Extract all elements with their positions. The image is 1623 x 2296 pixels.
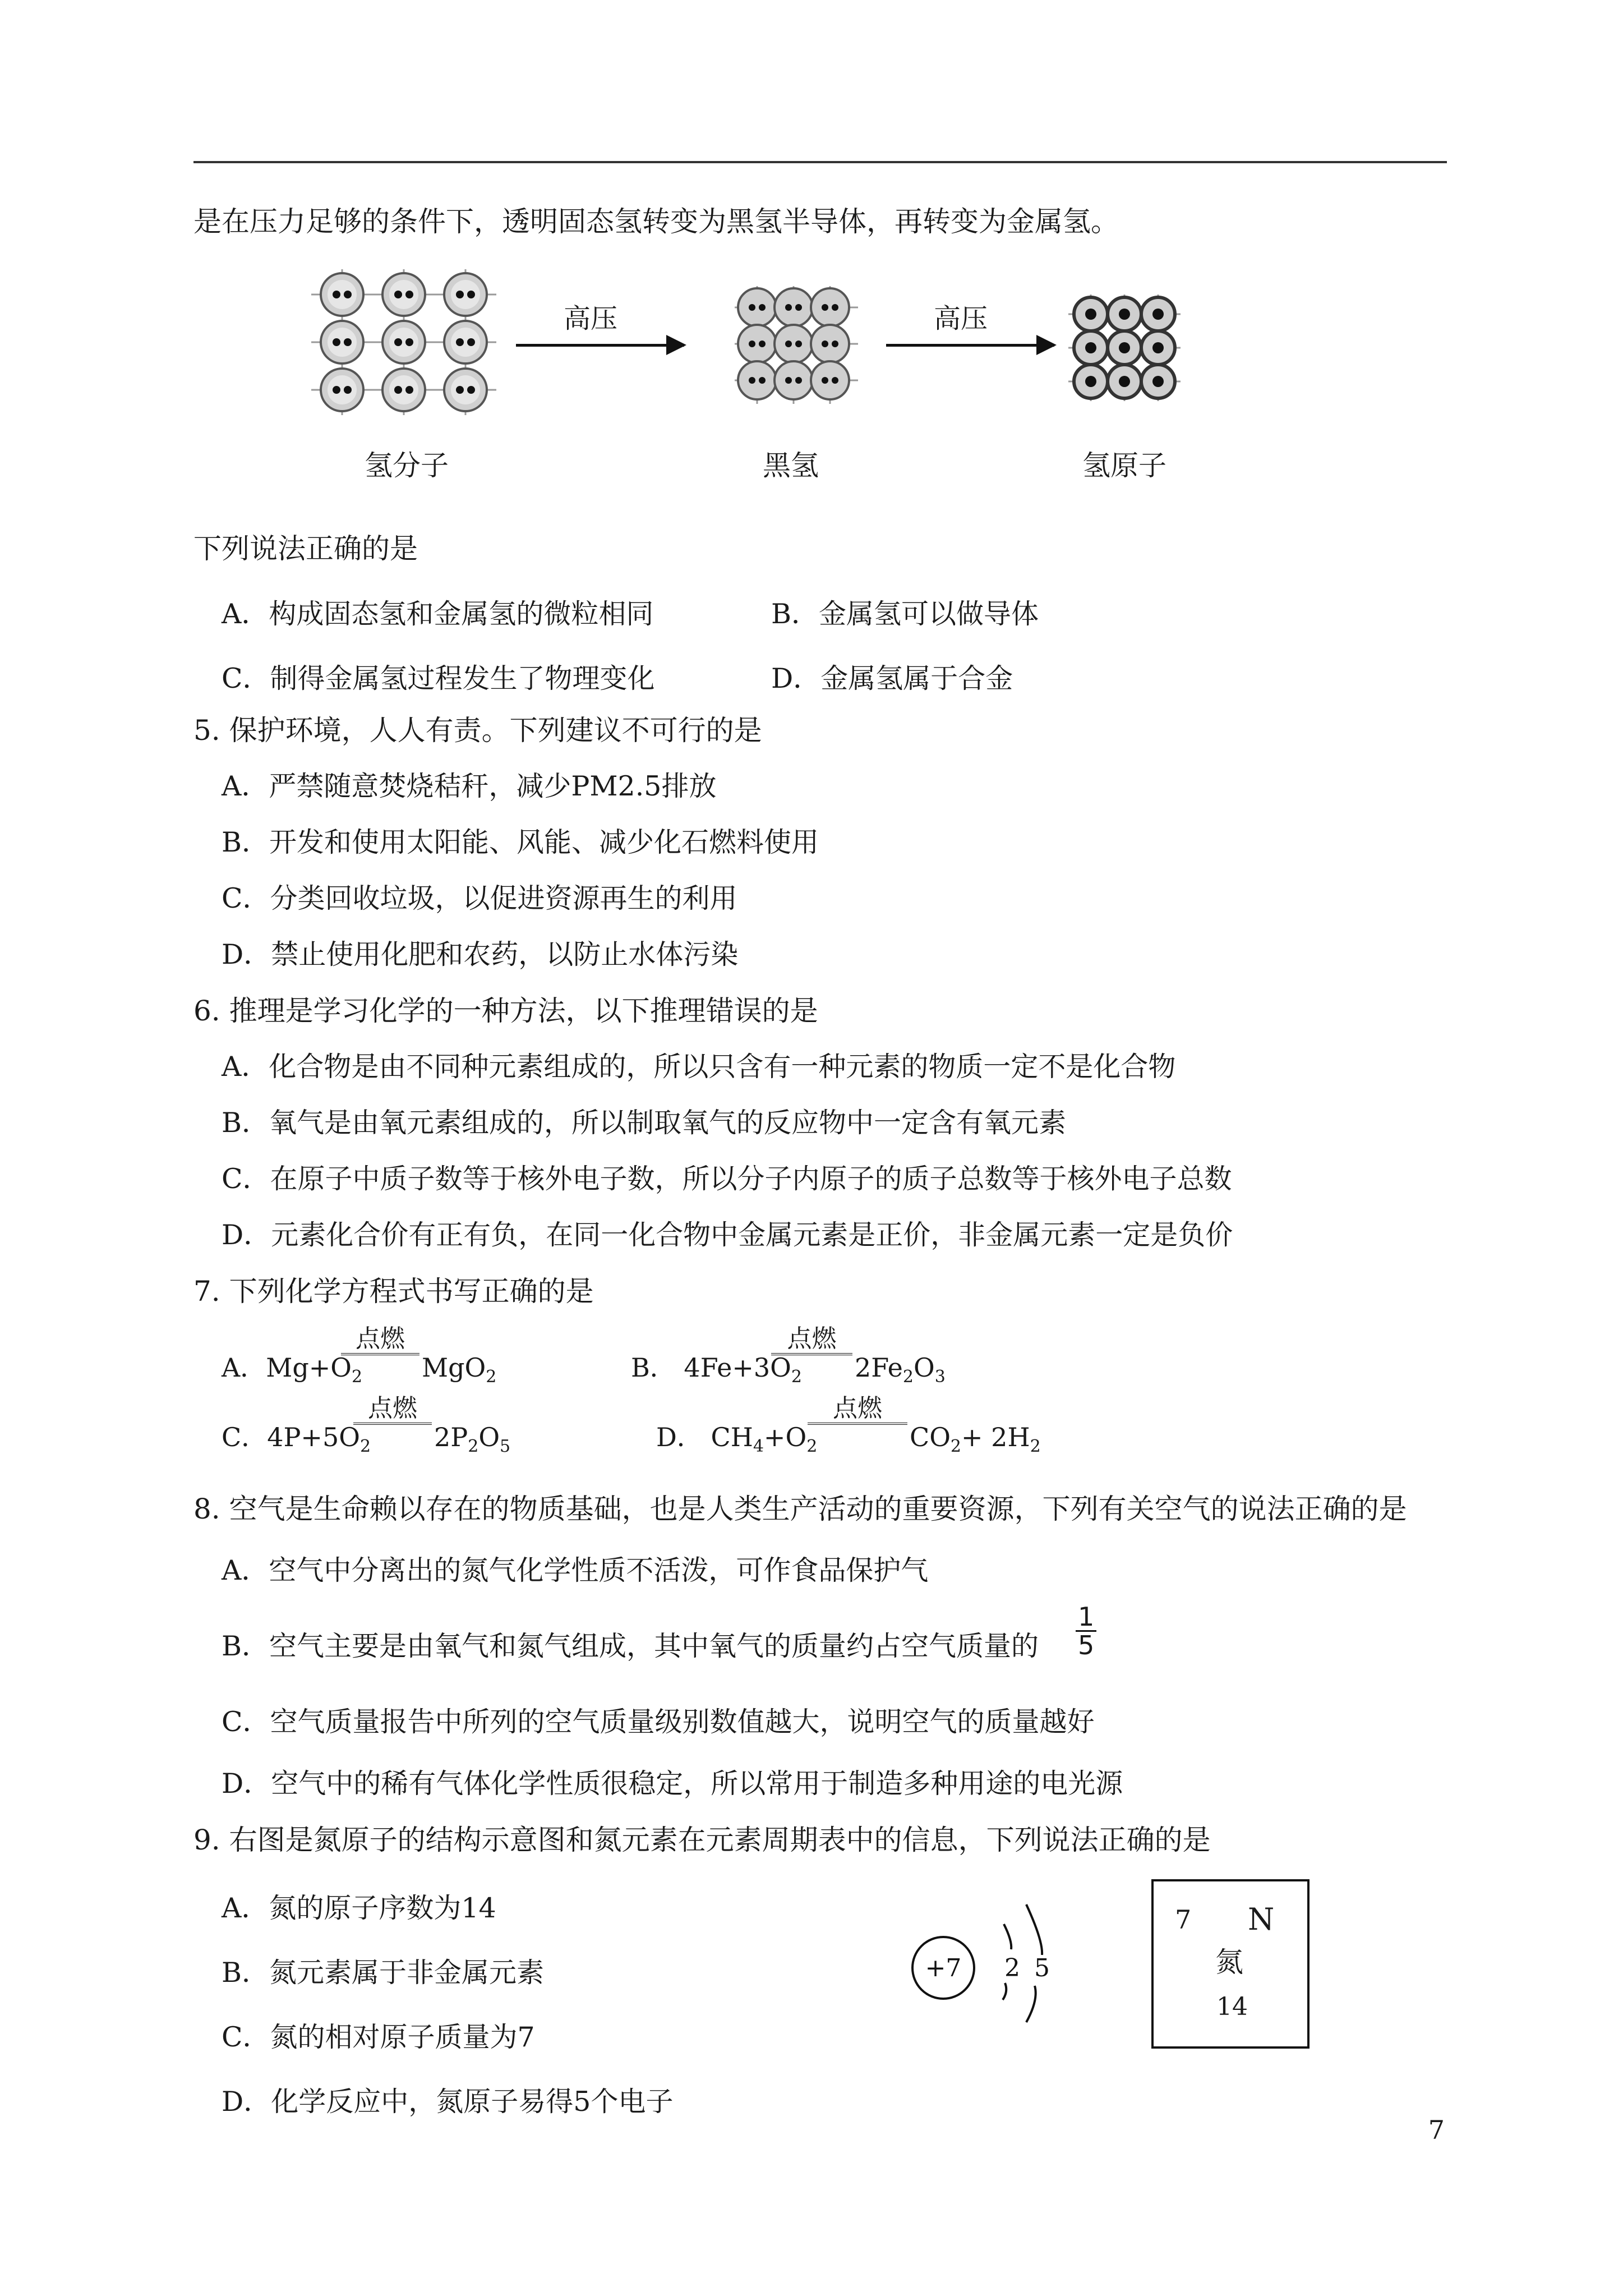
element-symbol: N xyxy=(1248,1902,1275,1937)
arrow-right-icon xyxy=(886,344,1054,347)
q5-option-c: C．分类回收垃圾，以促进资源再生的利用 xyxy=(222,882,737,914)
header-rule xyxy=(193,161,1447,163)
q7-option-a-condition: 点燃 xyxy=(341,1325,419,1355)
element-atomic-mass: 14 xyxy=(1216,1993,1248,2021)
arrow-label-high-pressure-1: 高压 xyxy=(564,303,618,334)
q5-option-b: B．开发和使用太阳能、风能、减少化石燃料使用 xyxy=(222,826,819,858)
q8-option-d: D．空气中的稀有气体化学性质很稳定，所以常用于制造多种用途的电光源 xyxy=(222,1768,1123,1800)
q8-option-c: C．空气质量报告中所列的空气质量级别数值越大，说明空气的质量越好 xyxy=(222,1706,1095,1738)
q8-stem: 8. 空气是生命赖以存在的物质基础，也是人类生产活动的重要资源，下列有关空气的说法正确的是 xyxy=(193,1493,1407,1525)
q6-option-b: B．氧气是由氧元素组成的，所以制取氧气的反应物中一定含有氧元素 xyxy=(222,1107,1067,1139)
q4-option-a: A．构成固态氢和金属氢的微粒相同 xyxy=(222,598,654,630)
arrow-label-high-pressure-2: 高压 xyxy=(934,303,988,334)
q6-stem: 6. 推理是学习化学的一种方法，以下推理错误的是 xyxy=(193,995,818,1027)
atom-nucleus-charge: +7 xyxy=(925,1954,962,1982)
label-hydrogen-molecule: 氢分子 xyxy=(365,449,449,482)
q7-option-d-lhs: D． $CH_4+O_2$ xyxy=(656,1422,818,1457)
label-hydrogen-atom: 氢原子 xyxy=(1082,449,1166,482)
q9-option-c: C．氮的相对原子质量为7 xyxy=(222,2021,535,2053)
nitrogen-atom-structure-diagram xyxy=(909,1896,1066,2031)
page-number: 7 xyxy=(1428,2115,1445,2145)
label-black-hydrogen: 黑氢 xyxy=(763,449,819,482)
atom-shell-1-electrons: 2 xyxy=(1004,1954,1020,1982)
q9-option-a: A．氮的原子序数为14 xyxy=(222,1892,496,1924)
q4-option-d: D．金属氢属于合金 xyxy=(771,662,1013,694)
element-name: 氮 xyxy=(1215,1946,1243,1978)
q7-option-b-rhs: $2Fe_2O_3$ xyxy=(855,1352,946,1387)
q7-option-d-condition: 点燃 xyxy=(808,1395,907,1425)
q6-option-d: D．元素化合价有正有负，在同一化合物中金属元素是正价，非金属元素一定是负价 xyxy=(222,1219,1233,1251)
q7-option-b-lhs: B． $4Fe+3O_2$ xyxy=(631,1352,802,1387)
q7-option-b-condition: 点燃 xyxy=(771,1325,852,1355)
q5-stem: 5. 保护环境，人人有责。下列建议不可行的是 xyxy=(193,714,762,747)
q5-option-a: A．严禁随意焚烧秸秆，减少PM2.5排放 xyxy=(222,770,717,802)
q7-option-d-rhs: $CO_2+ 2H_2$ xyxy=(910,1422,1041,1457)
q4-option-c: C．制得金属氢过程发生了物理变化 xyxy=(222,662,655,694)
q7-option-a-lhs: A．$Mg+O_2$ xyxy=(222,1352,363,1387)
q7-option-c-condition: 点燃 xyxy=(353,1395,432,1425)
q4-stem: 下列说法正确的是 xyxy=(193,532,418,565)
q9-stem: 9. 右图是氮原子的结构示意图和氮元素在元素周期表中的信息，下列说法正确的是 xyxy=(193,1824,1211,1856)
periodic-table-cell-nitrogen xyxy=(1151,1879,1310,2049)
hydrogen-atom-lattice xyxy=(1068,295,1181,401)
q8-option-a: A．空气中分离出的氮气化学性质不活泼，可作食品保护气 xyxy=(222,1554,929,1586)
q9-option-b: B．氮元素属于非金属元素 xyxy=(222,1957,545,1989)
q7-stem: 7. 下列化学方程式书写正确的是 xyxy=(193,1275,594,1308)
q4-option-b: B．金属氢可以做导体 xyxy=(771,598,1039,630)
q7-option-c-rhs: $2P_2O_5$ xyxy=(434,1422,511,1457)
q8-fraction-one-fifth: $\frac{1}{5}$ xyxy=(1076,1603,1096,1659)
atom-shell-2-electrons: 5 xyxy=(1034,1954,1050,1982)
intro-line: 是在压力足够的条件下，透明固态氢转变为黑氢半导体，再转变为金属氢。 xyxy=(193,205,1119,238)
arrow-right-icon xyxy=(516,344,684,347)
element-atomic-number: 7 xyxy=(1175,1904,1192,1935)
q8-option-b: B．空气主要是由氧气和氮气组成，其中氧气的质量约占空气质量的 xyxy=(222,1630,1039,1662)
q6-option-c: C．在原子中质子数等于核外电子数，所以分子内原子的质子总数等于核外电子总数 xyxy=(222,1163,1232,1195)
q7-option-a-rhs: MgO$_2$ xyxy=(422,1352,497,1387)
hydrogen-molecule-lattice xyxy=(311,269,496,415)
q6-option-a: A．化合物是由不同种元素组成的，所以只含有一种元素的物质一定不是化合物 xyxy=(222,1051,1176,1083)
q5-option-d: D．禁止使用化肥和农药，以防止水体污染 xyxy=(222,938,739,970)
black-hydrogen-lattice xyxy=(735,286,858,404)
q7-option-c-lhs: C．$4P+5O_2$ xyxy=(222,1422,371,1457)
q9-option-d: D．化学反应中，氮原子易得5个电子 xyxy=(222,2086,674,2118)
